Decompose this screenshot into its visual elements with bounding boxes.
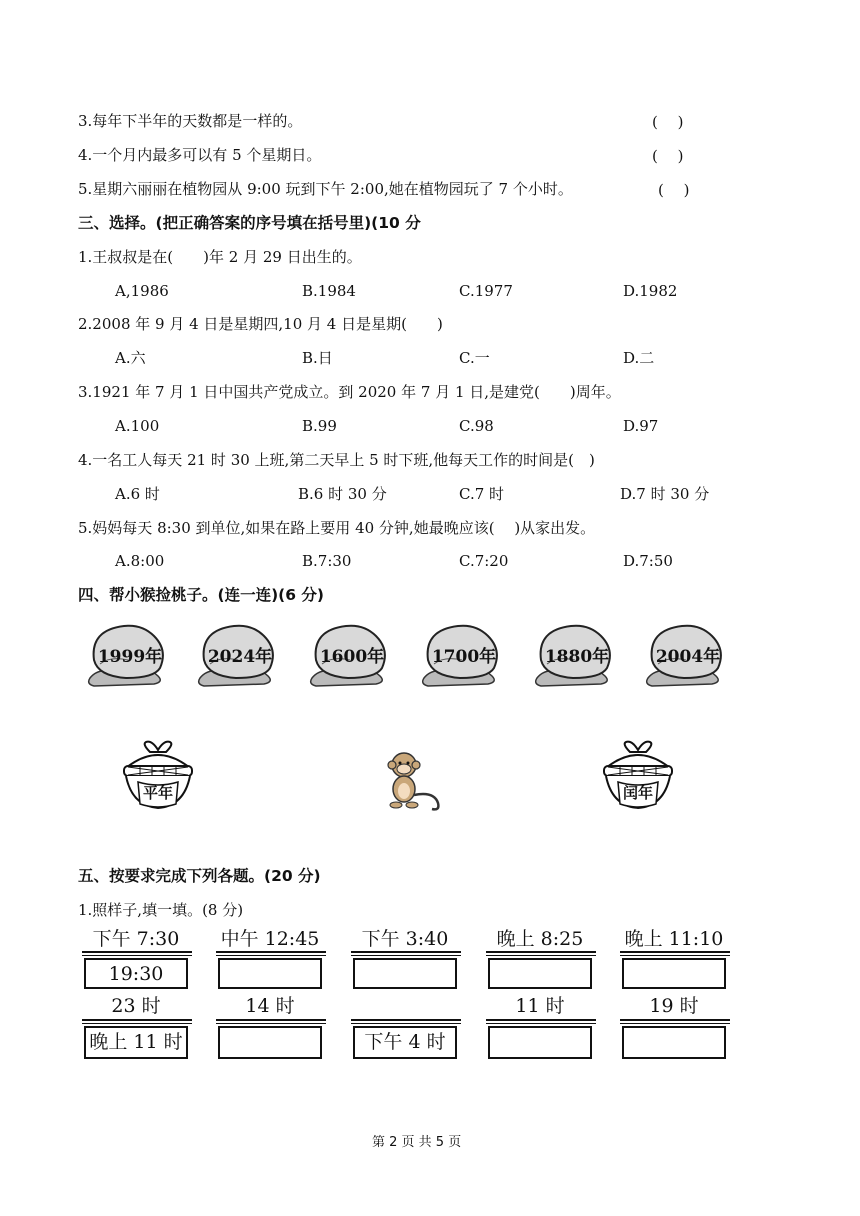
answer-paren-4[interactable]: ( ) [652, 147, 684, 165]
choice-2-option-d[interactable]: D.二 [623, 349, 655, 367]
choice-2-option-a[interactable]: A.六 [115, 349, 146, 367]
answer-paren-5[interactable]: ( ) [658, 181, 690, 199]
time-label-row1: 中午 12:45 [220, 928, 320, 950]
time-answer-box-row1[interactable] [622, 958, 726, 989]
section-5-title: 五、按要求完成下列各题。(20 分) [78, 867, 321, 885]
divider [620, 951, 730, 953]
time-answer-box-row2[interactable] [622, 1026, 726, 1059]
choice-3-option-d[interactable]: D.97 [623, 417, 659, 435]
time-answer-box-row2[interactable]: 晚上 11 时 [84, 1026, 188, 1059]
monkey-icon [380, 745, 450, 815]
time-label-row2: 11 时 [515, 995, 565, 1017]
peach-label: 1700年 [431, 647, 497, 667]
choice-1-option-b[interactable]: B.1984 [302, 282, 356, 300]
time-label-row2: 19 时 [649, 995, 699, 1017]
time-answer-box-row1[interactable]: 19:30 [84, 958, 188, 989]
choice-1-option-c[interactable]: C.1977 [459, 282, 513, 300]
divider [216, 1023, 326, 1024]
divider [82, 951, 192, 953]
time-label-row1: 下午 7:30 [92, 928, 180, 950]
time-label-row1: 晚上 11:10 [624, 928, 724, 950]
peach-6[interactable] [638, 620, 738, 688]
peach-2[interactable] [190, 620, 290, 688]
page-footer: 第 2 页 共 5 页 [372, 1135, 462, 1150]
time-label-row2: 14 时 [245, 995, 295, 1017]
divider [82, 1019, 192, 1021]
divider [351, 955, 461, 956]
choice-question-2: 2.2008 年 9 月 4 日是星期四,10 月 4 日是星期( ) [78, 315, 443, 333]
divider [351, 1019, 461, 1021]
choice-3-option-a[interactable]: A.100 [115, 417, 160, 435]
divider [486, 955, 596, 956]
choice-2-option-c[interactable]: C.一 [459, 349, 490, 367]
choice-4-option-c[interactable]: C.7 时 [459, 485, 505, 503]
choice-5-option-b[interactable]: B.7:30 [302, 552, 352, 570]
basket-icon [118, 738, 198, 818]
peach-3[interactable] [302, 620, 402, 688]
choice-4-option-b[interactable]: B.6 时 30 分 [298, 485, 387, 503]
judgement-question-5: 5.星期六丽丽在植物园从 9:00 玩到下午 2:00,她在植物园玩了 7 个小时。 [78, 180, 573, 198]
time-answer-box-row2[interactable] [218, 1026, 322, 1059]
choice-5-option-c[interactable]: C.7:20 [459, 552, 509, 570]
time-answer-box-row2[interactable] [488, 1026, 592, 1059]
choice-5-option-a[interactable]: A.8:00 [115, 552, 165, 570]
time-answer-box-row1[interactable] [218, 958, 322, 989]
divider [351, 951, 461, 953]
choice-3-option-c[interactable]: C.98 [459, 417, 494, 435]
choice-4-option-d[interactable]: D.7 时 30 分 [620, 485, 710, 503]
section-4-title: 四、帮小猴捡桃子。(连一连)(6 分) [78, 586, 325, 604]
peach-label: 2024年 [207, 647, 273, 667]
divider [620, 955, 730, 956]
choice-question-1: 1.王叔叔是在( )年 2 月 29 日出生的。 [78, 248, 362, 266]
judgement-question-3: 3.每年下半年的天数都是一样的。 [78, 112, 303, 130]
time-answer-box-row2[interactable]: 下午 4 时 [353, 1026, 457, 1059]
basket-label-common: 平年 [142, 784, 173, 802]
peach-label: 1999年 [97, 647, 163, 667]
divider [620, 1019, 730, 1021]
section-3-title: 三、选择。(把正确答案的序号填在括号里)(10 分 [78, 214, 421, 232]
choice-4-option-a[interactable]: A.6 时 [115, 485, 160, 503]
divider [216, 955, 326, 956]
time-label-row1: 晚上 8:25 [496, 928, 584, 950]
answer-paren-3[interactable]: ( ) [652, 113, 684, 131]
basket-label-leap: 闰年 [622, 784, 653, 802]
judgement-question-4: 4.一个月内最多可以有 5 个星期日。 [78, 146, 322, 164]
peach-5[interactable] [527, 620, 627, 688]
basket-common-year[interactable] [118, 738, 198, 818]
divider [82, 1023, 192, 1024]
divider [216, 1019, 326, 1021]
divider [82, 955, 192, 956]
divider [486, 1019, 596, 1021]
choice-1-option-d[interactable]: D.1982 [623, 282, 678, 300]
basket-leap-year[interactable] [598, 738, 678, 818]
choice-5-option-d[interactable]: D.7:50 [623, 552, 673, 570]
divider [486, 951, 596, 953]
time-label-row1: 下午 3:40 [361, 928, 449, 950]
choice-1-option-a[interactable]: A,1986 [115, 282, 169, 300]
peach-label: 2004年 [655, 647, 721, 667]
peach-4[interactable] [414, 620, 514, 688]
divider [351, 1023, 461, 1024]
time-answer-box-row1[interactable] [488, 958, 592, 989]
choice-question-4: 4.一名工人每天 21 时 30 上班,第二天早上 5 时下班,他每天工作的时间是( ) [78, 451, 595, 469]
time-label-row2: 23 时 [111, 995, 161, 1017]
choice-2-option-b[interactable]: B.日 [302, 349, 333, 367]
time-answer-box-row1[interactable] [353, 958, 457, 989]
choice-question-5: 5.妈妈每天 8:30 到单位,如果在路上要用 40 分钟,她最晚应该( )从家出发。 [78, 519, 596, 537]
divider [486, 1023, 596, 1024]
choice-question-3: 3.1921 年 7 月 1 日中国共产党成立。到 2020 年 7 月 1 日,是建党( )周年。 [78, 383, 621, 401]
divider [216, 951, 326, 953]
basket-icon [598, 738, 678, 818]
peach-label: 1880年 [544, 647, 610, 667]
section-5-sub-1: 1.照样子,填一填。(8 分) [78, 901, 244, 919]
divider [620, 1023, 730, 1024]
choice-3-option-b[interactable]: B.99 [302, 417, 337, 435]
peach-1[interactable] [80, 620, 180, 688]
peach-label: 1600年 [319, 647, 385, 667]
